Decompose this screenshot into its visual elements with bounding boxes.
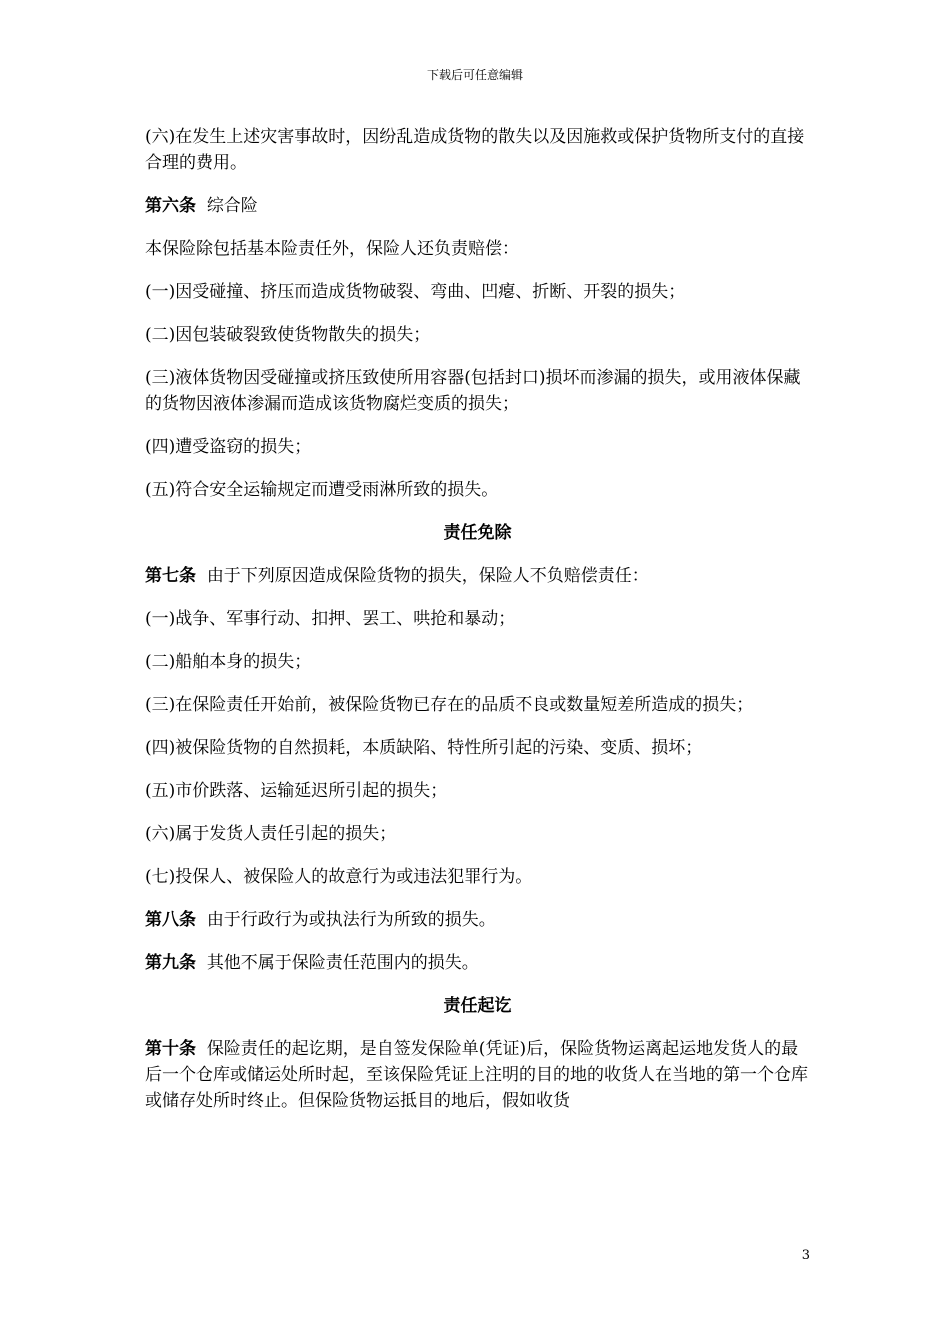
list-item: (六)属于发货人责任引起的损失； [145,824,397,844]
list-item: (一)因受碰撞、挤压而造成货物破裂、弯曲、凹瘪、折断、开裂的损失； [145,282,686,302]
paragraph-item-6-costs: (六)在发生上述灾害事故时，因纷乱造成货物的散失以及因施救或保护货物所支付的直接合理的费用。 [145,127,805,173]
list-item: (三)在保险责任开始前，被保险货物已存在的品质不良或数量短差所造成的损失； [145,695,754,715]
article-6: 第六条 综合险 [145,196,258,216]
article-9: 第九条 其他不属于保险责任范围内的损失。 [145,953,479,973]
article-label: 第六条 [145,196,196,216]
list-item: (五)符合安全运输规定而遭受雨淋所致的损失。 [145,480,499,500]
article-10: 第十条 保险责任的起讫期，是自签发保险单(凭证)后，保险货物运离起运地发货人的最后一个仓库或储运处所时起，至该保险凭证上注明的目的地的收货人在当地的第一个仓库或储存处所时终止。但保险货物运抵目的地后，假如收货 [145,1039,808,1111]
article-label: 第九条 [145,953,196,973]
list-item: (四)被保险货物的自然损耗，本质缺陷、特性所引起的污染、变质、损坏； [145,738,703,758]
article-7: 第七条 由于下列原因造成保险货物的损失，保险人不负赔偿责任： [145,566,649,586]
list-item: (一)战争、军事行动、扣押、罢工、哄抢和暴动； [145,609,516,629]
paragraph-intro: 本保险除包括基本险责任外，保险人还负责赔偿： [145,239,519,259]
section-heading-exclusions: 责任免除 [443,523,512,543]
article-label: 第八条 [145,910,196,930]
article-label: 第七条 [145,566,196,586]
list-item: (二)船舶本身的损失； [145,652,312,672]
article-8: 第八条 由于行政行为或执法行为所致的损失。 [145,910,496,930]
section-heading-period: 责任起讫 [443,996,512,1016]
page-number: 3 [801,1248,810,1263]
document-body [145,124,810,1131]
article-label: 第十条 [145,1039,196,1059]
list-item: (二)因包装破裂致使货物散失的损失； [145,325,431,345]
list-item: (三)液体货物因受碰撞或挤压致使所用容器(包括封口)损坏而渗漏的损失，或用液体保藏的货物因液体渗漏而造成该货物腐烂变质的损失； [145,368,801,414]
list-item: (五)市价跌落、运输延迟所引起的损失； [145,781,448,801]
page-header: 下载后可任意编辑 [426,68,523,82]
list-item: (七)投保人、被保险人的故意行为或违法犯罪行为。 [145,867,533,887]
list-item: (四)遭受盗窃的损失； [145,437,312,457]
